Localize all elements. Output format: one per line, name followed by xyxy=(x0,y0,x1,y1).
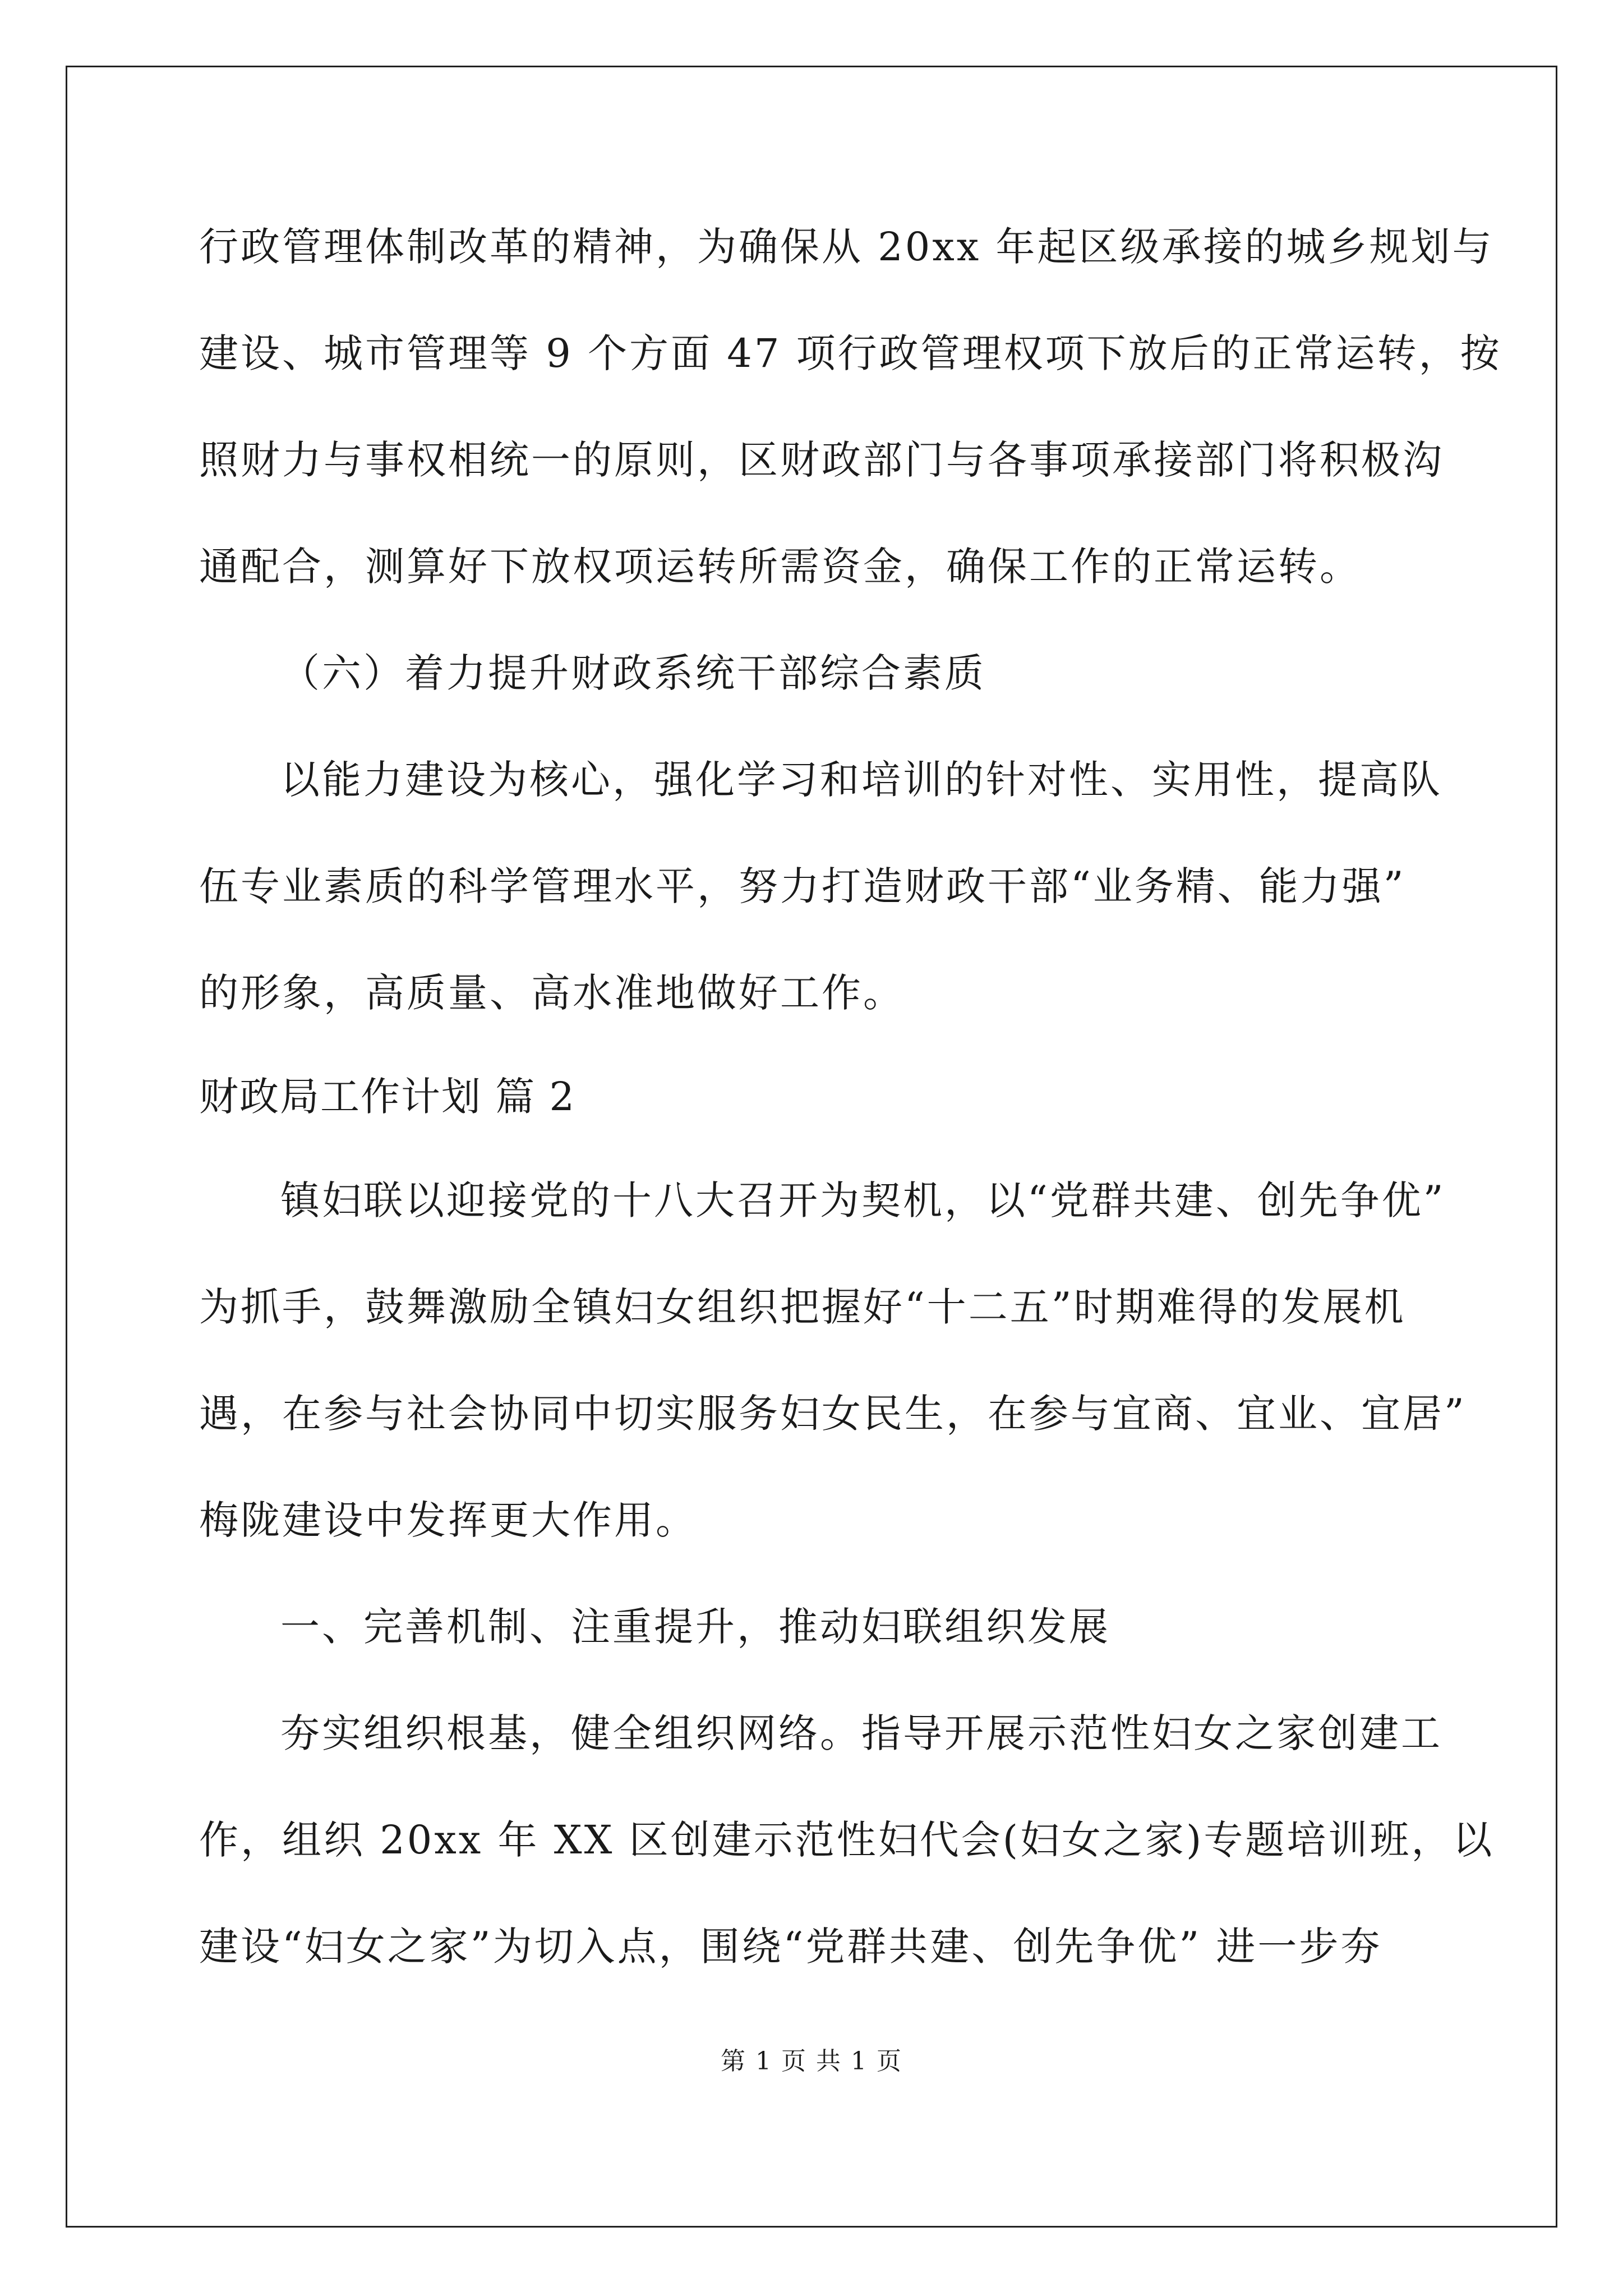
text-line: 夯实组织根基，健全组织网络。指导开展示范性妇女之家创建工 xyxy=(280,1710,1442,1756)
text-line: 梅陇建设中发挥更大作用。 xyxy=(199,1497,697,1543)
text-line: 遇，在参与社会协同中切实服务妇女民生，在参与宜商、宜业、宜居” xyxy=(199,1391,1467,1437)
text-line: 的形象，高质量、高水准地做好工作。 xyxy=(199,970,905,1016)
document-heading: 财政局工作计划 篇 2 xyxy=(199,1074,576,1120)
page-border xyxy=(66,66,1557,2228)
page-footer: 第 1 页 共 1 页 xyxy=(721,2047,902,2076)
text-line: 作，组织 20xx 年 XX 区创建示范性妇代会(妇女之家)专题培训班，以 xyxy=(199,1817,1495,1863)
text-line: 建设、城市管理等 9 个方面 47 项行政管理权项下放后的正常运转，按 xyxy=(199,330,1502,376)
text-line: 镇妇联以迎接党的十八大召开为契机，以“党群共建、创先争优” xyxy=(280,1177,1446,1223)
text-line: 行政管理体制改革的精神，为确保从 20xx 年起区级承接的城乡规划与 xyxy=(199,224,1494,270)
section-heading: 一、完善机制、注重提升，推动妇联组织发展 xyxy=(280,1604,1110,1650)
text-line: 通配合，测算好下放权项运转所需资金，确保工作的正常运转。 xyxy=(199,544,1361,590)
text-line: 以能力建设为核心，强化学习和培训的针对性、实用性，提高队 xyxy=(280,757,1442,803)
text-line: 照财力与事权相统一的原则，区财政部门与各事项承接部门将积极沟 xyxy=(199,437,1444,483)
section-heading: （六）着力提升财政系统干部综合素质 xyxy=(280,650,986,696)
text-line: 伍专业素质的科学管理水平，努力打造财政干部“业务精、能力强” xyxy=(199,863,1406,909)
text-line: 建设“妇女之家”为切入点，围绕“党群共建、创先争优” 进一步夯 xyxy=(199,1924,1382,1970)
text-line: 为抓手，鼓舞激励全镇妇女组织把握好“十二五”时期难得的发展机 xyxy=(199,1284,1406,1330)
